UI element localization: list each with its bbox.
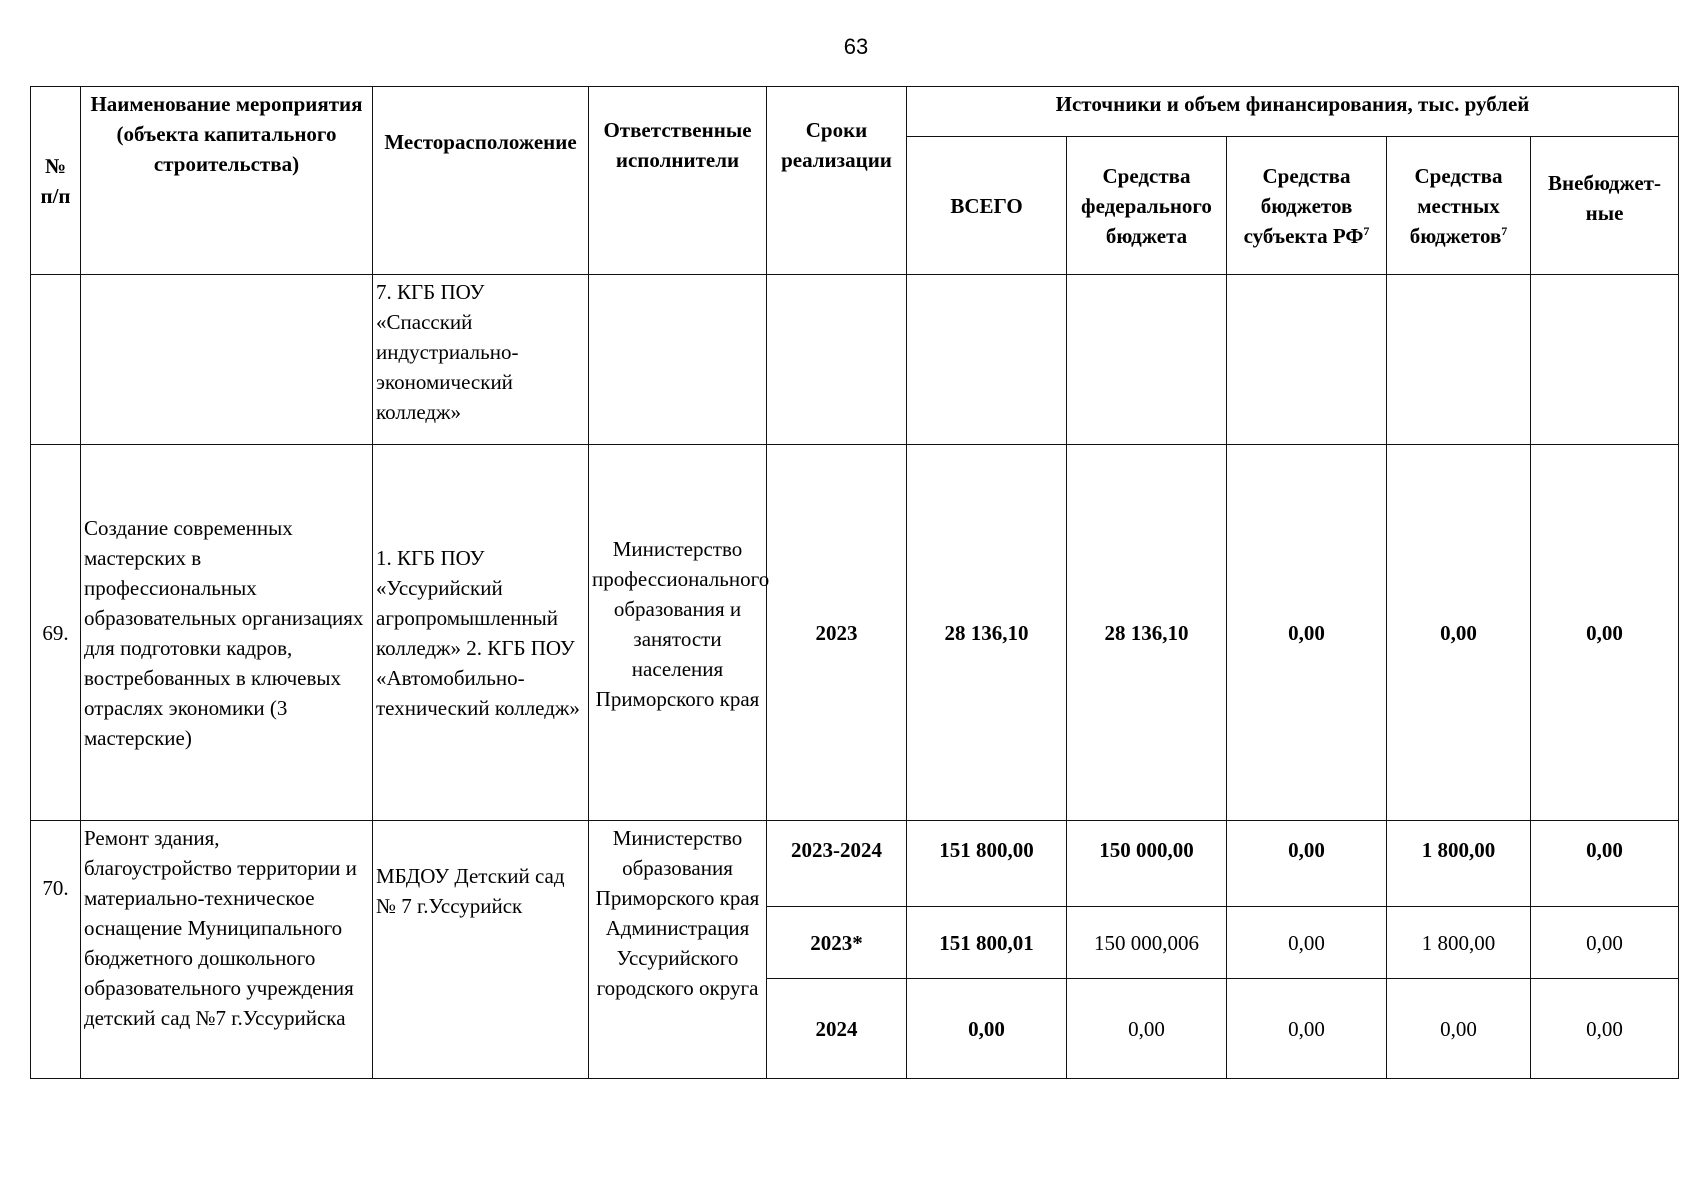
cell-extra: 0,00 <box>1531 907 1679 979</box>
cell-federal: 28 136,10 <box>1067 445 1227 821</box>
header-name: Наименование мероприятия (объекта капитального строительства) <box>81 87 373 275</box>
cell-subject: 0,00 <box>1227 445 1387 821</box>
table-row-69 <box>31 445 1679 821</box>
cell-location: 7. КГБ ПОУ «Спасский индустриально-экономический колледж» <box>373 275 589 445</box>
cell-empty <box>1387 275 1531 445</box>
cell-responsible: Министерство образования Приморского края Администрация Уссурийского городского округа <box>589 821 767 1079</box>
cell-total: 151 800,00 <box>907 821 1067 907</box>
cell-local: 0,00 <box>1387 979 1531 1079</box>
cell-empty <box>1531 275 1679 445</box>
header-row-1 <box>31 87 1679 137</box>
page-number: 63 <box>843 34 869 59</box>
cell-num: 70. <box>31 821 81 1079</box>
cell-empty <box>31 275 81 445</box>
header-federal: Средства федерального бюджета <box>1067 137 1227 275</box>
header-local-text: Средства местных бюджетов <box>1409 163 1503 248</box>
header-extra: Внебюджет-ные <box>1531 137 1679 275</box>
cell-location: 1. КГБ ПОУ «Уссурийский агропромышленный колледж» 2. КГБ ПОУ «Автомобильно-технический колледж» <box>373 445 589 821</box>
header-financing: Источники и объем финансирования, тыс. рублей <box>907 87 1679 137</box>
cell-subject: 0,00 <box>1227 821 1387 907</box>
header-num: № п/п <box>31 87 81 275</box>
cell-term: 2023* <box>767 907 907 979</box>
cell-empty <box>1067 275 1227 445</box>
header-subject <box>1227 137 1387 275</box>
cell-extra: 0,00 <box>1531 979 1679 1079</box>
cell-local: 1 800,00 <box>1387 821 1531 907</box>
cell-local: 1 800,00 <box>1387 907 1531 979</box>
cell-location: МБДОУ Детский сад № 7 г.Уссурийск <box>373 821 589 1079</box>
header-subject-footnote: 7 <box>1363 223 1370 238</box>
financing-table <box>30 86 1679 1079</box>
cell-responsible: Министерство профессионального образования и занятости населения Приморского края <box>589 445 767 821</box>
cell-subject: 0,00 <box>1227 907 1387 979</box>
header-total: ВСЕГО <box>907 137 1067 275</box>
cell-extra: 0,00 <box>1531 821 1679 907</box>
header-location: Месторасположение <box>373 87 589 275</box>
table-row-70-a <box>31 821 1679 907</box>
cell-federal: 150 000,00 <box>1067 821 1227 907</box>
cell-local: 0,00 <box>1387 445 1531 821</box>
cell-empty <box>907 275 1067 445</box>
cell-term: 2023-2024 <box>767 821 907 907</box>
cell-term: 2024 <box>767 979 907 1079</box>
table-row-continuation <box>31 275 1679 445</box>
cell-num: 69. <box>31 445 81 821</box>
header-local <box>1387 137 1531 275</box>
cell-empty <box>767 275 907 445</box>
cell-name: Создание современных мастерских в профессиональных образовательных организациях для подготовки кадров, востребованных в ключевых отраслях экономики (3 мастерские) <box>81 445 373 821</box>
cell-total: 28 136,10 <box>907 445 1067 821</box>
cell-subject: 0,00 <box>1227 979 1387 1079</box>
cell-total: 0,00 <box>907 979 1067 1079</box>
cell-term: 2023 <box>767 445 907 821</box>
header-local-footnote: 7 <box>1501 223 1508 238</box>
cell-empty <box>1227 275 1387 445</box>
header-terms: Сроки реализации <box>767 87 907 275</box>
cell-federal: 150 000,006 <box>1067 907 1227 979</box>
cell-federal: 0,00 <box>1067 979 1227 1079</box>
cell-name: Ремонт здания, благоустройство территории и материально-техническое оснащение Муниципального бюджетного дошкольного образовательного учреждения детский сад №7 г.Уссурийска <box>81 821 373 1079</box>
cell-empty <box>589 275 767 445</box>
cell-total: 151 800,01 <box>907 907 1067 979</box>
cell-empty <box>81 275 373 445</box>
header-subject-text: Средства бюджетов субъекта РФ <box>1243 163 1364 248</box>
cell-extra: 0,00 <box>1531 445 1679 821</box>
header-responsible: Ответственные исполнители <box>589 87 767 275</box>
